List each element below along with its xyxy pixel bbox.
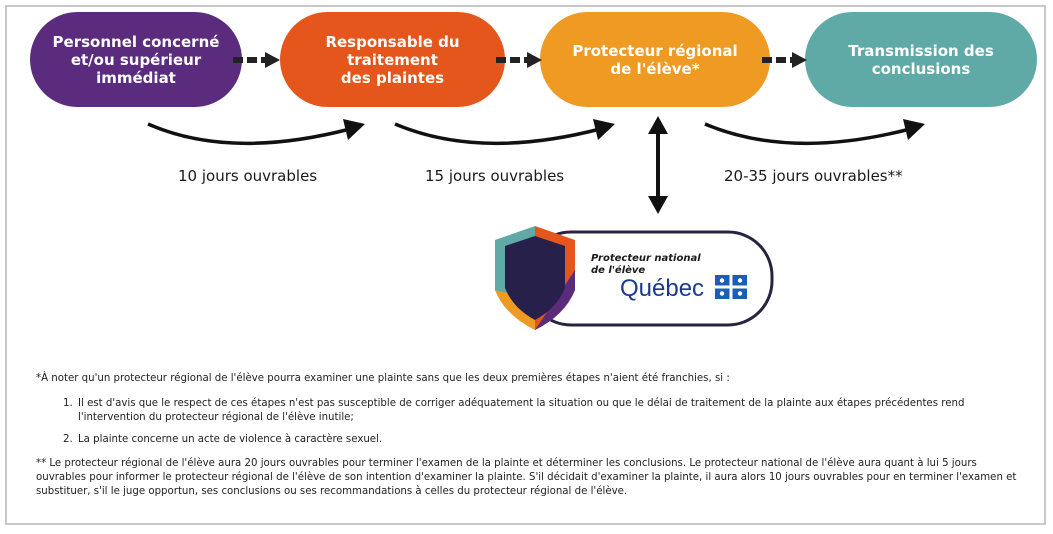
quebec-flag-icon [715, 275, 747, 299]
badge-title-line1: Protecteur national [591, 253, 701, 264]
duration-label-3: 20-35 jours ouvrables** [724, 167, 903, 185]
connector-arrow-3 [762, 52, 807, 68]
note-footnote: ** Le protecteur régional de l'élève aura 20 jours ouvrables pour terminer l'examen de la plainte et déterminer les conclusions. Le protecteur national de l'élève aura quant à lui 5 jours ouvrables pour informer le protecteur régional de l'élève de son intention d'examiner la plainte. S'il décidait d'examiner la plainte, il aura alors 10 jours ouvrables pour en terminer l'examen et substituer, s'il le juge opportun, ses conclusions ou ses recommandations à celles du protecteur régional de l'élève. [36, 458, 1017, 497]
note-list [36, 397, 1026, 447]
step-personnel-concerne: Personnel concerné et/ou supérieur immédiat [30, 12, 242, 107]
curved-arrow-1 [148, 119, 365, 143]
connector-arrow-1 [233, 52, 280, 68]
badge-title-line2: de l'élève [591, 265, 646, 276]
note-item-2: 2. La plainte concerne un acte de violence à caractère sexuel. [76, 433, 1026, 447]
connector-arrow-2 [496, 52, 542, 68]
step-protecteur-regional: Protecteur régional de l'élève* [540, 12, 770, 107]
footnotes [36, 372, 1026, 499]
quebec-wordmark: Québec [620, 275, 705, 302]
double-arrow-vertical [648, 116, 668, 214]
duration-label-1: 10 jours ouvrables [178, 167, 318, 185]
step-responsable-plaintes: Responsable du traitement des plaintes [280, 12, 505, 107]
duration-label-2: 15 jours ouvrables [425, 167, 565, 185]
note-item-1: 1. Il est d'avis que le respect de ces étapes n'est pas susceptible de corriger adéquatement la situation ou que le délai de traitement de la plainte aux étapes précédentes rend l'intervention du protecteur régional de l'élève inutile; [76, 397, 1026, 425]
step-transmission-conclusions: Transmission des conclusions [805, 12, 1037, 107]
curved-arrow-3 [705, 119, 925, 143]
curved-arrow-2 [395, 119, 615, 143]
note-intro: *À noter qu'un protecteur régional de l'élève pourra examiner une plainte sans que les deux premières étapes n'aient été franchies, si : [36, 373, 730, 384]
